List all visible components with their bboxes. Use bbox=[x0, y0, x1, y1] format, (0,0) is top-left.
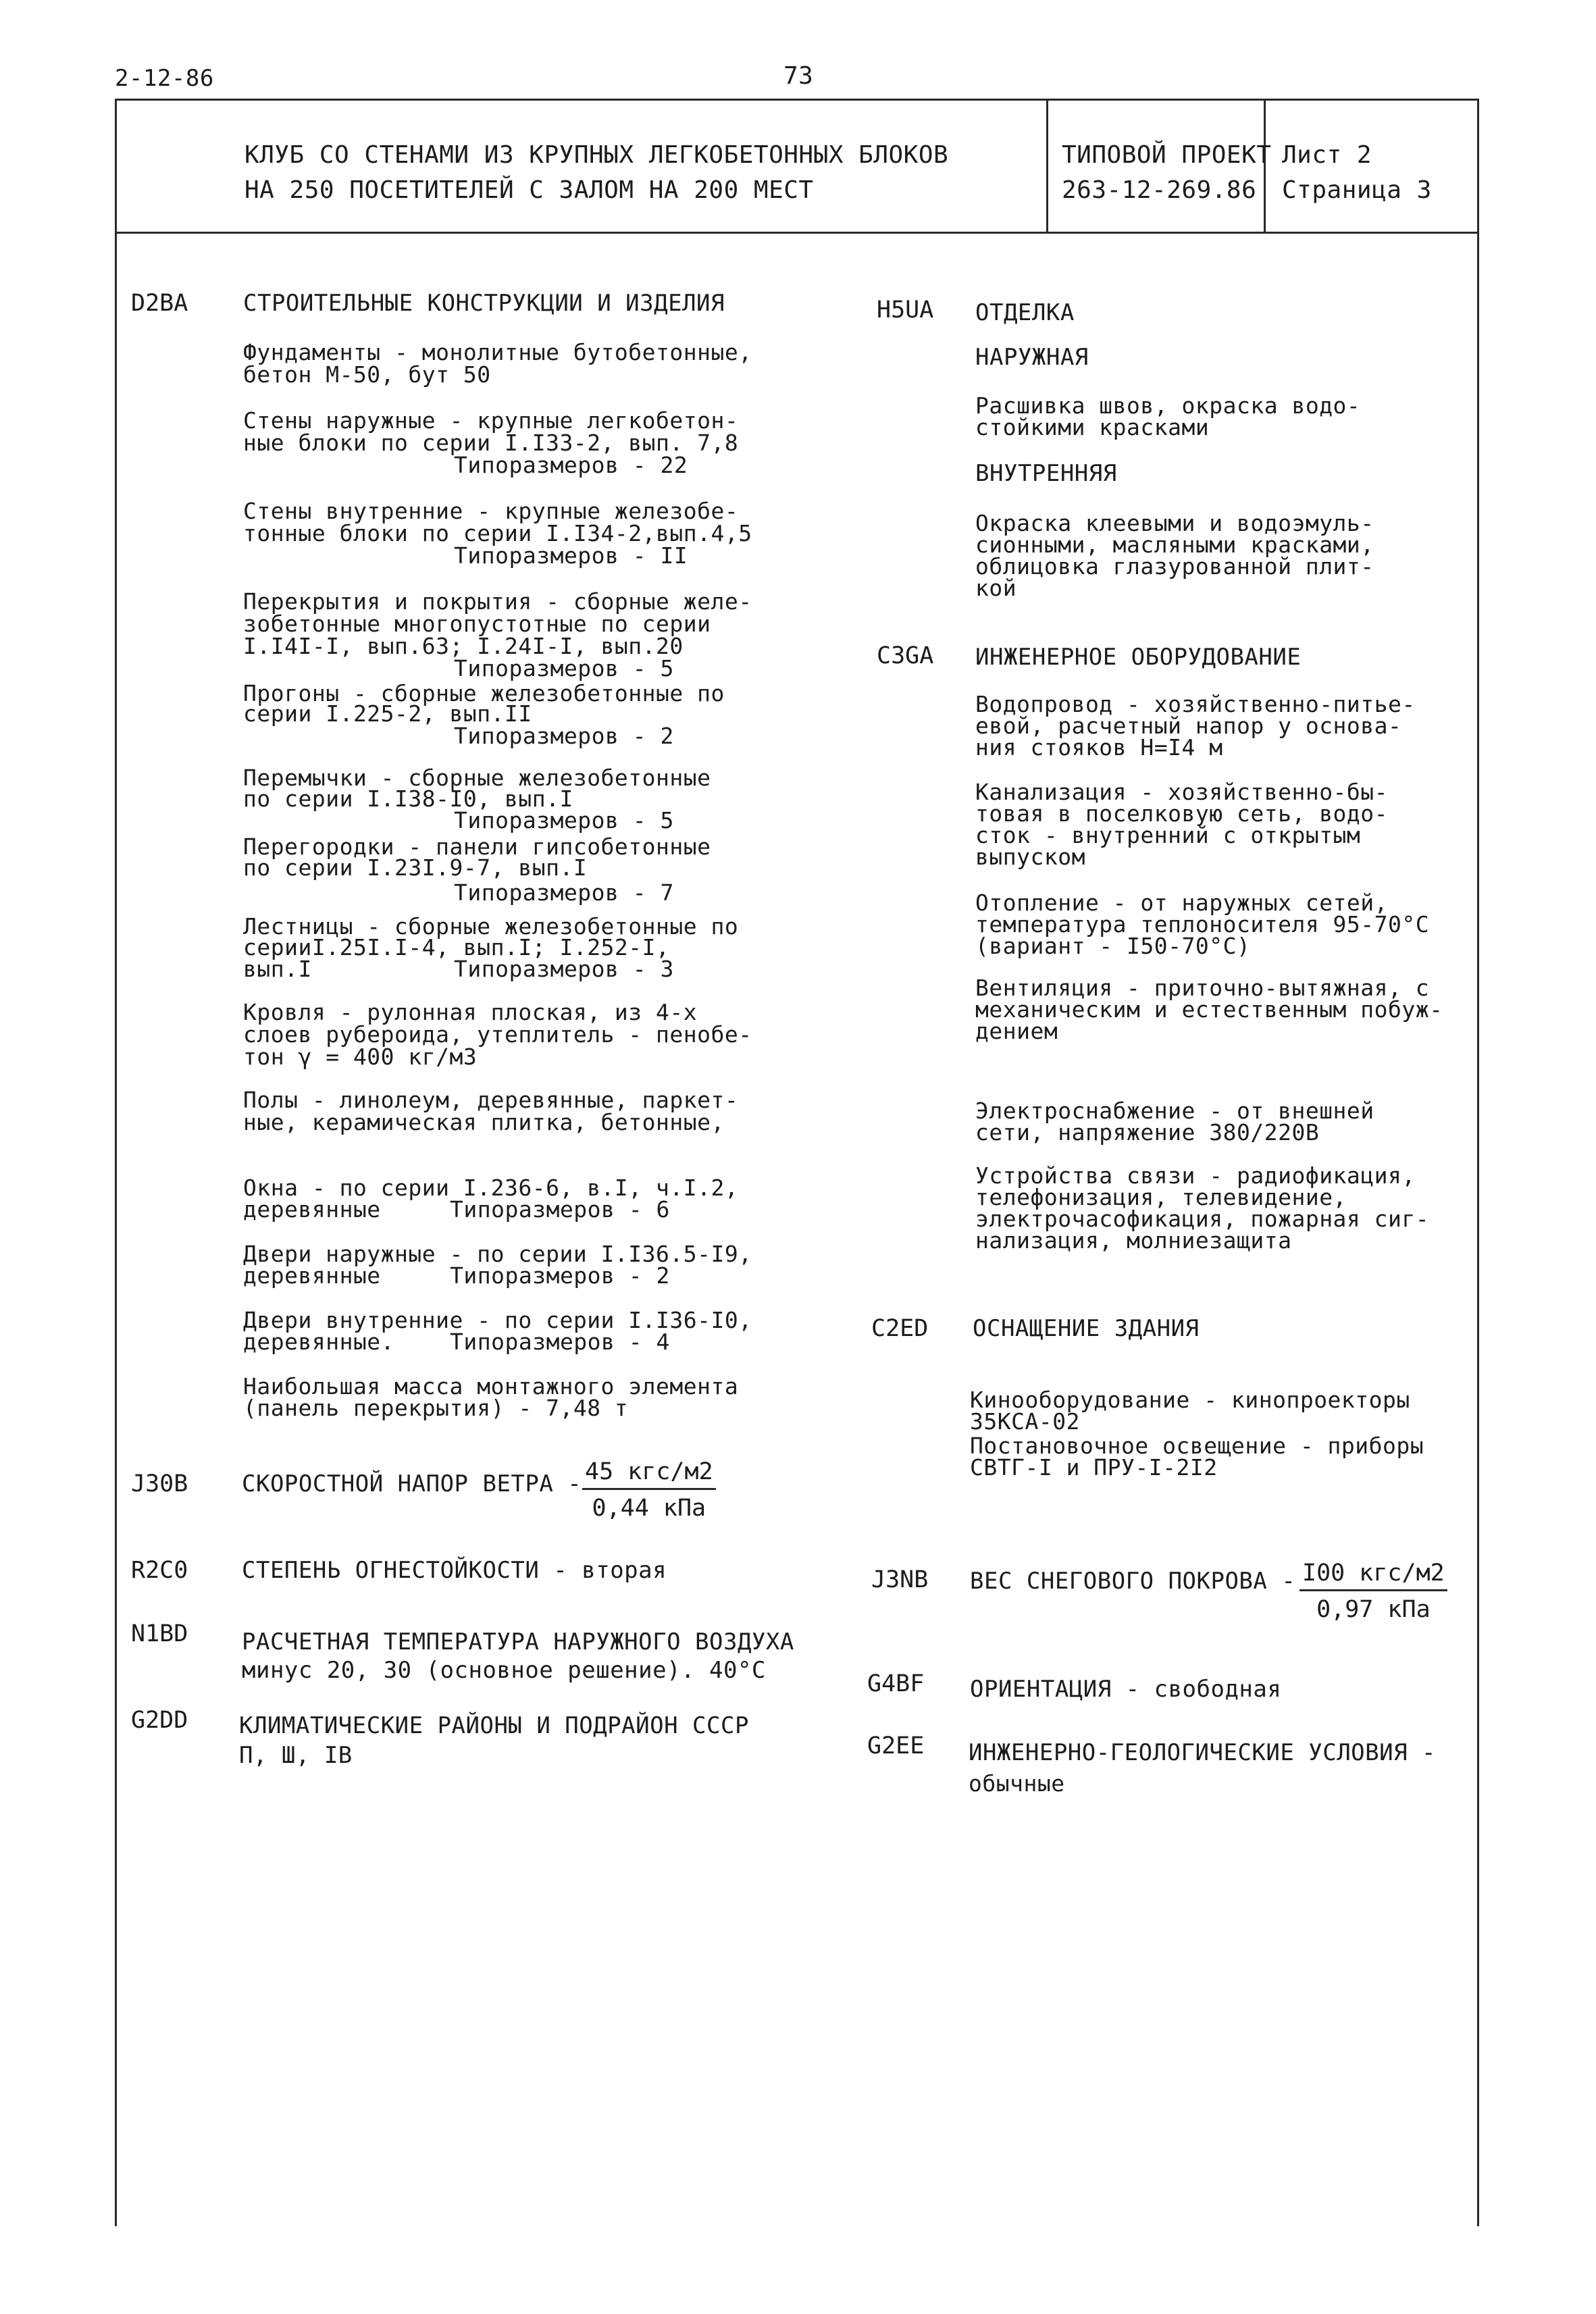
communications-line4: нализация, молниезащита bbox=[975, 1227, 1292, 1254]
doors-int-line2: деревянные. bbox=[243, 1329, 395, 1355]
outdoor-temperature-value: минус 20, 30 (основное решение). 40°С bbox=[242, 1657, 766, 1684]
frame-right-border bbox=[1477, 99, 1479, 2226]
sheet-number: Лист 2 bbox=[1282, 141, 1372, 169]
finishing-exterior-label: НАРУЖНАЯ bbox=[975, 344, 1089, 371]
walls-ext-line1: Стены наружные - крупные легкобетон- bbox=[243, 407, 739, 434]
doors-ext-line2: деревянные bbox=[243, 1262, 381, 1289]
snow-load-kgs: I00 кгс/м2 bbox=[1299, 1562, 1447, 1591]
purlins-line1: Прогоны - сборные железобетонные по bbox=[243, 680, 725, 706]
code-c3ga: C3GA bbox=[877, 642, 934, 669]
sewer-line3: сток - внутренний с открытым bbox=[975, 822, 1361, 848]
sewer-line1: Канализация - хозяйственно-бы- bbox=[975, 779, 1389, 805]
power-line1: Электроснабжение - от внешней bbox=[975, 1098, 1374, 1124]
engineering-equipment-title: ИНЖЕНЕРНОЕ ОБОРУДОВАНИЕ bbox=[975, 644, 1302, 671]
code-c2ed: C2ED bbox=[871, 1315, 929, 1342]
mass-line2: (панель перекрытия) - 7,48 т bbox=[243, 1395, 629, 1421]
windows-sizes: Типоразмеров - 6 bbox=[450, 1196, 670, 1223]
finishing-exterior-line1: Расшивка швов, окраска водо- bbox=[975, 392, 1361, 419]
heating-line3: (вариант - I50-70°С) bbox=[975, 933, 1251, 959]
wind-pressure-value bbox=[582, 1460, 716, 1520]
partitions-line1: Перегородки - панели гипсобетонные bbox=[243, 833, 711, 860]
walls-ext-line2: ные блоки по серии I.I33-2, вып. 7,8 bbox=[243, 430, 739, 456]
communications-line2: телефонизация, телевидение, bbox=[975, 1184, 1347, 1210]
finishing-interior-label: ВНУТРЕННЯЯ bbox=[975, 460, 1117, 487]
communications-line1: Устройства связи - радиофикация, bbox=[975, 1162, 1416, 1189]
header-title-line2: НА 250 ПОСЕТИТЕЛЕЙ С ЗАЛОМ НА 200 МЕСТ bbox=[244, 176, 814, 204]
page-label: Страница 3 bbox=[1282, 176, 1432, 204]
ventilation-line3: дением bbox=[975, 1018, 1058, 1044]
finishing-interior-line4: кой bbox=[975, 575, 1017, 601]
communications-line3: электрочасофикация, пожарная сиг- bbox=[975, 1206, 1430, 1232]
foundation-line2: бетон М-50, бут 50 bbox=[243, 361, 491, 388]
geology-value: обычные bbox=[969, 1770, 1065, 1797]
header-divider-1 bbox=[1046, 99, 1048, 234]
section-structures-title: СТРОИТЕЛЬНЫЕ КОНСТРУКЦИИ И ИЗДЕЛИЯ bbox=[243, 290, 725, 317]
floor-cover-line1: Полы - линолеум, деревянные, паркет- bbox=[243, 1087, 739, 1113]
climate-regions-value: П, Ш, IВ bbox=[239, 1742, 353, 1769]
lintels-line1: Перемычки - сборные железобетонные bbox=[243, 765, 711, 791]
ventilation-line2: механическим и естественным побуж- bbox=[975, 996, 1443, 1023]
sewer-line2: товая в поселковую сеть, водо- bbox=[975, 800, 1389, 827]
outdoor-temperature-title: РАСЧЕТНАЯ ТЕМПЕРАТУРА НАРУЖНОГО ВОЗДУХА bbox=[242, 1628, 794, 1655]
snow-load-value bbox=[1299, 1562, 1447, 1622]
building-equipment-title: ОСНАЩЕНИЕ ЗДАНИЯ bbox=[973, 1315, 1200, 1342]
climate-regions-title: КЛИМАТИЧЕСКИЕ РАЙОНЫ И ПОДРАЙОН СССР bbox=[239, 1712, 749, 1739]
heating-line1: Отопление - от наружных сетей, bbox=[975, 890, 1389, 916]
code-j3nb: J3NB bbox=[871, 1566, 929, 1593]
project-number: 263-12-269.86 bbox=[1062, 176, 1257, 204]
sewer-line4: выпуском bbox=[975, 844, 1085, 870]
lintels-line2: по серии I.I38-I0, вып.I bbox=[243, 786, 573, 812]
finishing-title: ОТДЕЛКА bbox=[975, 299, 1075, 326]
partitions-line2: по серии I.23I.9-7, вып.I bbox=[243, 854, 588, 881]
ventilation-line1: Вентиляция - приточно-вытяжная, с bbox=[975, 975, 1430, 1001]
walls-int-line1: Стены внутренние - крупные железобе- bbox=[243, 498, 739, 524]
foundation-line1: Фундаменты - монолитные бутобетонные, bbox=[243, 339, 752, 365]
purlins-sizes: Типоразмеров - 2 bbox=[454, 723, 674, 749]
mass-line1: Наибольшая масса монтажного элемента bbox=[243, 1373, 739, 1399]
water-line2: евой, расчетный напор у основа- bbox=[975, 713, 1402, 739]
roof-line1: Кровля - рулонная плоская, из 4-х bbox=[243, 999, 698, 1025]
walls-ext-sizes: Типоразмеров - 22 bbox=[454, 452, 688, 478]
header-bottom-border bbox=[115, 232, 1479, 234]
power-line2: сети, напряжение 380/220В bbox=[975, 1119, 1320, 1146]
fire-resistance-title: СТЕПЕНЬ ОГНЕСТОЙКОСТИ - вторая bbox=[242, 1557, 667, 1584]
finishing-interior-line2: сионными, масляными красками, bbox=[975, 532, 1374, 558]
geology-title: ИНЖЕНЕРНО-ГЕОЛОГИЧЕСКИЕ УСЛОВИЯ - bbox=[969, 1739, 1437, 1766]
stairs-line1: Лестницы - сборные железобетонные по bbox=[243, 913, 739, 940]
walls-int-line2: тонные блоки по серии I.I34-2,вып.4,5 bbox=[243, 520, 752, 546]
doors-int-line1: Двери внутренние - по серии I.I36-I0, bbox=[243, 1307, 752, 1333]
snow-load-title: ВЕС СНЕГОВОГО ПОКРОВА - bbox=[970, 1568, 1296, 1595]
page-number: 73 bbox=[783, 62, 814, 90]
stage-lighting-line2: СВТГ-I и ПРУ-I-2I2 bbox=[970, 1454, 1218, 1481]
cinema-line2: 35КСА-02 bbox=[970, 1408, 1080, 1435]
code-g4bf: G4BF bbox=[867, 1670, 925, 1697]
doors-ext-sizes: Типоразмеров - 2 bbox=[450, 1262, 670, 1289]
stairs-sizes: Типоразмеров - 3 bbox=[454, 956, 674, 982]
doors-int-sizes: Типоразмеров - 4 bbox=[450, 1329, 670, 1355]
header-title-line1: КЛУБ СО СТЕНАМИ ИЗ КРУПНЫХ ЛЕГКОБЕТОННЫХ БЛОКОВ bbox=[244, 141, 949, 169]
finishing-interior-line3: облицовка глазурованной плит- bbox=[975, 553, 1374, 580]
finishing-exterior-line2: стойкими красками bbox=[975, 414, 1210, 440]
partitions-sizes: Типоразмеров - 7 bbox=[454, 879, 674, 906]
code-g2ee: G2EE bbox=[867, 1732, 925, 1759]
frame-top-border bbox=[115, 99, 1479, 101]
walls-int-sizes: Типоразмеров - II bbox=[454, 542, 688, 569]
orientation-title: ОРИЕНТАЦИЯ - свободная bbox=[970, 1676, 1282, 1703]
wind-pressure-title: СКОРОСТНОЙ НАПОР ВЕТРА - bbox=[242, 1470, 582, 1497]
lintels-sizes: Типоразмеров - 5 bbox=[454, 807, 674, 833]
floors-line2: зобетонные многопустотные по серии bbox=[243, 611, 711, 637]
code-n1bd: N1BD bbox=[131, 1620, 188, 1647]
project-label: ТИПОВОЙ ПРОЕКТ bbox=[1062, 141, 1272, 169]
stairs-line3: вып.I bbox=[243, 956, 312, 982]
water-line1: Водопровод - хозяйственно-питье- bbox=[975, 691, 1416, 717]
code-d2ba: D2BA bbox=[131, 290, 188, 317]
floors-line1: Перекрытия и покрытия - сборные желе- bbox=[243, 588, 752, 615]
wind-pressure-kpa: 0,44 кПа bbox=[592, 1495, 706, 1522]
finishing-interior-line1: Окраска клеевыми и водоэмуль- bbox=[975, 510, 1374, 536]
code-g2dd: G2DD bbox=[131, 1707, 188, 1734]
code-j30b: J30B bbox=[131, 1470, 188, 1497]
stage-lighting-line1: Постановочное освещение - приборы bbox=[970, 1433, 1424, 1459]
floor-cover-line2: ные, керамическая плитка, бетонные, bbox=[243, 1109, 725, 1135]
stairs-line2: серииI.25I.I-4, вып.I; I.252-I, bbox=[243, 934, 670, 960]
doors-ext-line1: Двери наружные - по серии I.I36.5-I9, bbox=[243, 1241, 752, 1267]
roof-line3: тон γ = 400 кг/м3 bbox=[243, 1044, 478, 1070]
snow-load-kpa: 0,97 кПа bbox=[1316, 1596, 1431, 1623]
code-h5ua: H5UA bbox=[877, 297, 934, 324]
purlins-line2: серии I.225-2, вып.II bbox=[243, 700, 532, 727]
cinema-line1: Кинооборудование - кинопроекторы bbox=[970, 1387, 1410, 1413]
water-line3: ния стояков Н=I4 м bbox=[975, 734, 1223, 761]
floors-line3: I.I4I-I, вып.63; I.24I-I, вып.20 bbox=[243, 633, 684, 659]
heating-line2: температура теплоносителя 95-70°С bbox=[975, 911, 1430, 937]
windows-line2: деревянные bbox=[243, 1196, 381, 1223]
floors-sizes: Типоразмеров - 5 bbox=[454, 655, 674, 682]
wind-pressure-kgs: 45 кгс/м2 bbox=[582, 1460, 716, 1490]
frame-left-border bbox=[115, 99, 117, 2226]
windows-line1: Окна - по серии I.236-6, в.I, ч.I.2, bbox=[243, 1175, 739, 1201]
roof-line2: слоев рубероида, утеплитель - пенобе- bbox=[243, 1021, 752, 1048]
code-r2c0: R2C0 bbox=[131, 1557, 188, 1584]
document-date: 2-12-86 bbox=[115, 65, 214, 92]
